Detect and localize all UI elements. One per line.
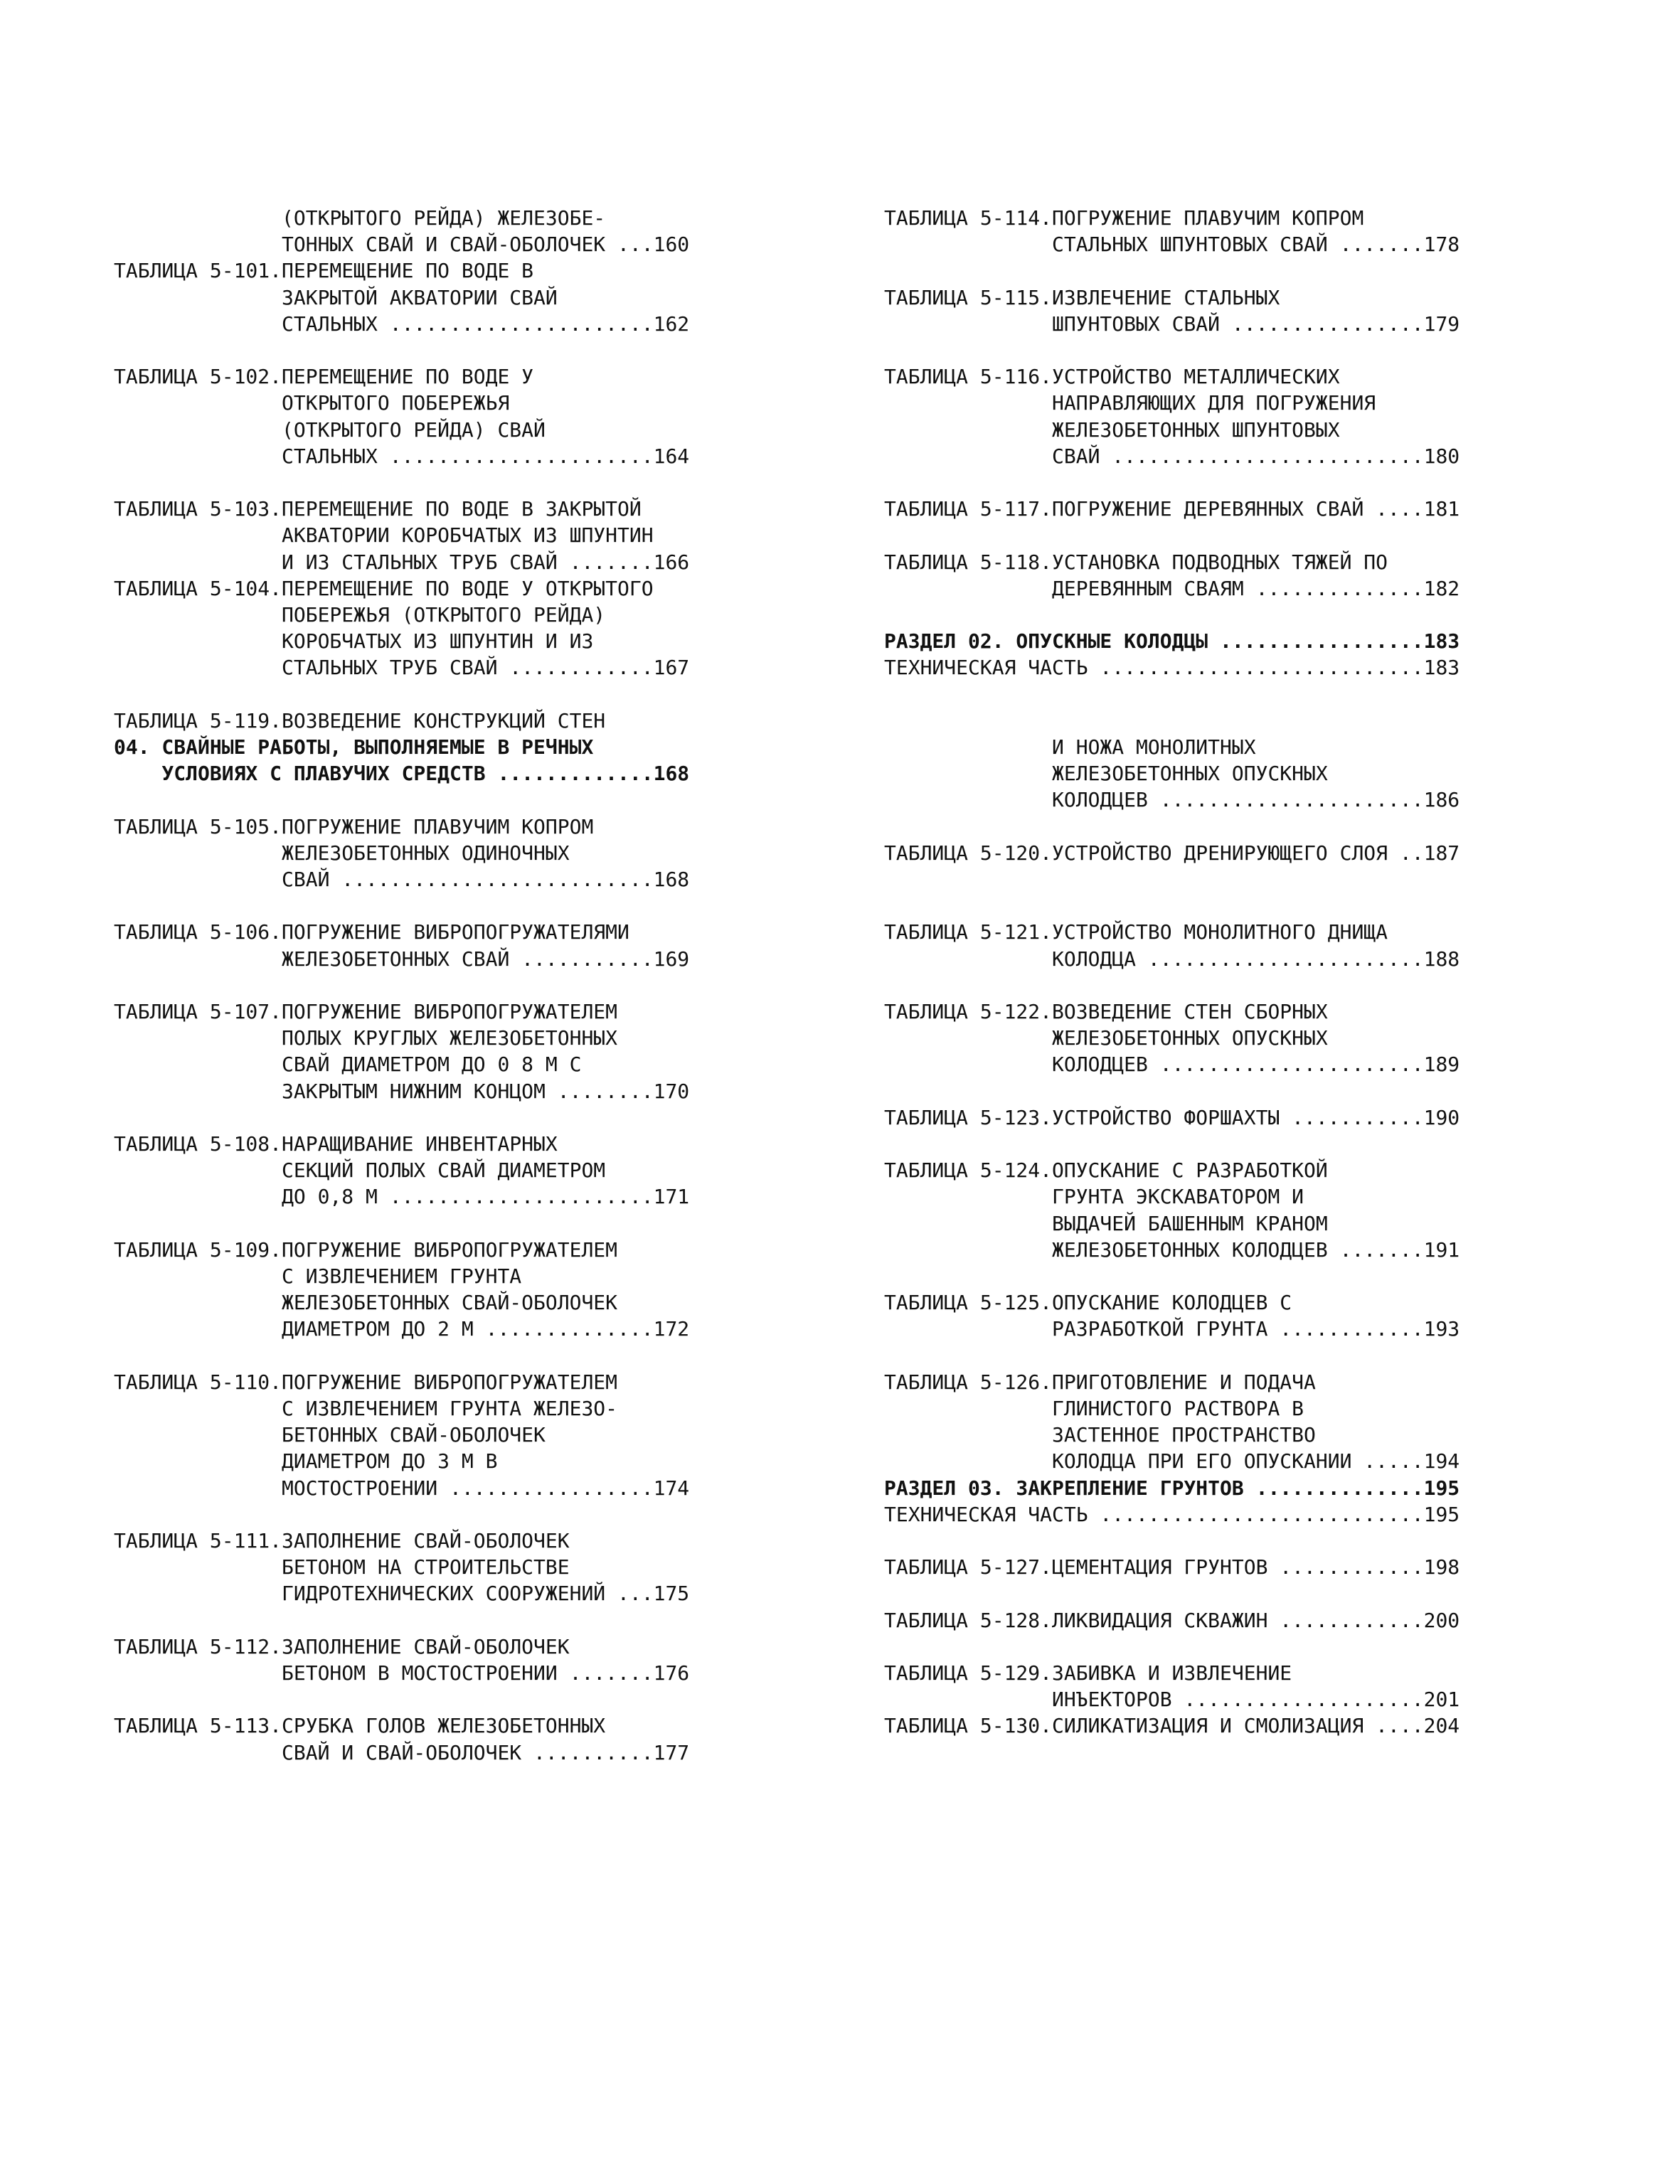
toc-continuation-line: ШПУНТОВЫХ СВАЙ ................179 xyxy=(884,311,1460,336)
toc-entry-line: ТАБЛИЦА 5-123.УСТРОЙСТВО ФОРШАХТЫ ...........190 xyxy=(884,1105,1460,1129)
toc-continuation-line: ГИДРОТЕХНИЧЕСКИХ СООРУЖЕНИЙ ...175 xyxy=(114,1582,690,1606)
toc-entry-line: ТАБЛИЦА 5-118.УСТАНОВКА ПОДВОДНЫХ ТЯЖЕЙ ПО xyxy=(884,550,1388,574)
toc-continuation-line: КОЛОДЦЕВ ......................189 xyxy=(884,1053,1460,1077)
toc-continuation-line: СВАЙ ДИАМЕТРОМ ДО 0 8 М С xyxy=(114,1053,582,1077)
toc-continuation-line: ЖЕЛЕЗОБЕТОННЫХ СВАЙ ...........169 xyxy=(114,947,690,971)
toc-continuation-line: БЕТОНОМ В МОСТОСТРОЕНИИ .......176 xyxy=(114,1661,690,1685)
toc-entry-line: ТАБЛИЦА 5-124.ОПУСКАНИЕ С РАЗРАБОТКОЙ xyxy=(884,1158,1328,1183)
toc-entry-line: ТАБЛИЦА 5-130.СИЛИКАТИЗАЦИЯ И СМОЛИЗАЦИЯ ....204 xyxy=(884,1714,1460,1738)
toc-entry-line: ТАБЛИЦА 5-114.ПОГРУЖЕНИЕ ПЛАВУЧИМ КОПРОМ xyxy=(884,206,1364,230)
toc-entry-line: ТАБЛИЦА 5-105.ПОГРУЖЕНИЕ ПЛАВУЧИМ КОПРОМ xyxy=(114,814,594,838)
toc-continuation-line: ЖЕЛЕЗОБЕТОННЫХ КОЛОДЦЕВ .......191 xyxy=(884,1237,1460,1262)
toc-continuation-line: КОЛОДЦА ПРИ ЕГО ОПУСКАНИИ .....194 xyxy=(884,1449,1460,1474)
toc-continuation-line: ЖЕЛЕЗОБЕТОННЫХ СВАЙ-ОБОЛОЧЕК xyxy=(114,1291,618,1315)
toc-entry-line: ТАБЛИЦА 5-122.ВОЗВЕДЕНИЕ СТЕН СБОРНЫХ xyxy=(884,1000,1328,1023)
toc-entry-line: ТАБЛИЦА 5-113.СРУБКА ГОЛОВ ЖЕЛЕЗОБЕТОННЫХ xyxy=(114,1714,606,1738)
toc-entry-line: ТАБЛИЦА 5-111.ЗАПОЛНЕНИЕ СВАЙ-ОБОЛОЧЕК xyxy=(114,1529,570,1552)
toc-continuation-line: ГРУНТА ЭКСКАВАТОРОМ И xyxy=(884,1185,1304,1209)
toc-continuation-line: ТЕХНИЧЕСКАЯ ЧАСТЬ ...........................195 xyxy=(884,1502,1460,1526)
toc-continuation-line: БЕТОНОМ НА СТРОИТЕЛЬСТВЕ xyxy=(114,1555,570,1580)
toc-continuation-line: ЖЕЛЕЗОБЕТОННЫХ ШПУНТОВЫХ xyxy=(884,417,1340,442)
toc-continuation-line: ДЕРЕВЯННЫМ СВАЯМ ..............182 xyxy=(884,576,1460,600)
toc-section-heading: РАЗДЕЛ 03. ЗАКРЕПЛЕНИЕ ГРУНТОВ ..............195 xyxy=(884,1476,1460,1500)
toc-continuation-line: ДО 0,8 М ......................171 xyxy=(114,1185,690,1209)
toc-entry-line: ТАБЛИЦА 5-128.ЛИКВИДАЦИЯ СКВАЖИН ............200 xyxy=(884,1608,1460,1632)
toc-entry-line: ТАБЛИЦА 5-108.НАРАЩИВАНИЕ ИНВЕНТАРНЫХ xyxy=(114,1132,558,1156)
toc-entry-line: ТАБЛИЦА 5-103.ПЕРЕМЕЩЕНИЕ ПО ВОДЕ В ЗАКРЫТОЙ xyxy=(114,497,642,521)
toc-continuation-line: (ОТКРЫТОГО РЕЙДА) СВАЙ xyxy=(114,417,546,442)
toc-continuation-line: РАЗРАБОТКОЙ ГРУНТА ............193 xyxy=(884,1317,1460,1341)
toc-entry-line: ТАБЛИЦА 5-102.ПЕРЕМЕЩЕНИЕ ПО ВОДЕ У xyxy=(114,365,534,389)
toc-continuation-line: ТЕХНИЧЕСКАЯ ЧАСТЬ ...........................183 xyxy=(884,656,1460,680)
toc-continuation-line: СТАЛЬНЫХ ......................162 xyxy=(114,311,690,336)
toc-continuation-line: ЖЕЛЕЗОБЕТОННЫХ ОДИНОЧНЫХ xyxy=(114,841,570,865)
toc-continuation-line: СТАЛЬНЫХ ТРУБ СВАЙ ............167 xyxy=(114,656,690,680)
toc-continuation-line: КОЛОДЦА .......................188 xyxy=(884,947,1460,971)
toc-section-heading: РАЗДЕЛ 02. ОПУСКНЫЕ КОЛОДЦЫ .................183 xyxy=(884,629,1460,654)
toc-entry-line: ТАБЛИЦА 5-120.УСТРОЙСТВО ДРЕНИРУЮЩЕГО СЛОЯ ..187 xyxy=(884,841,1460,865)
toc-entry-line: ТАБЛИЦА 5-117.ПОГРУЖЕНИЕ ДЕРЕВЯННЫХ СВАЙ ....181 xyxy=(884,497,1460,521)
toc-continuation-line: ДИАМЕТРОМ ДО 2 М ..............172 xyxy=(114,1317,690,1341)
toc-continuation-line: СВАЙ И СВАЙ-ОБОЛОЧЕК ..........177 xyxy=(114,1740,690,1764)
toc-continuation-line: СЕКЦИЙ ПОЛЫХ СВАЙ ДИАМЕТРОМ xyxy=(114,1158,606,1183)
toc-continuation-line: ПОБЕРЕЖЬЯ (ОТКРЫТОГО РЕЙДА) xyxy=(114,603,606,627)
toc-section-heading: УСЛОВИЯХ С ПЛАВУЧИХ СРЕДСТВ .............168 xyxy=(114,762,690,786)
toc-entry-line: ТАБЛИЦА 5-129.ЗАБИВКА И ИЗВЛЕЧЕНИЕ xyxy=(884,1661,1292,1685)
toc-entry-line: ТАБЛИЦА 5-126.ПРИГОТОВЛЕНИЕ И ПОДАЧА xyxy=(884,1370,1316,1394)
toc-continuation-line: ПОЛЫХ КРУГЛЫХ ЖЕЛЕЗОБЕТОННЫХ xyxy=(114,1026,618,1050)
toc-continuation-line: СВАЙ ..........................168 xyxy=(114,868,690,891)
toc-continuation-line: СТАЛЬНЫХ ШПУНТОВЫХ СВАЙ .......178 xyxy=(884,233,1460,257)
toc-entry-line: ТАБЛИЦА 5-125.ОПУСКАНИЕ КОЛОДЦЕВ С xyxy=(884,1291,1292,1315)
toc-continuation-line: ГЛИНИСТОГО РАСТВОРА В xyxy=(884,1397,1304,1420)
toc-continuation-line: С ИЗВЛЕЧЕНИЕМ ГРУНТА xyxy=(114,1264,522,1288)
toc-continuation-line: ЖЕЛЕЗОБЕТОННЫХ ОПУСКНЫХ xyxy=(884,762,1328,786)
toc-continuation-line: ДИАМЕТРОМ ДО 3 М В xyxy=(114,1449,498,1474)
toc-continuation-line: ЖЕЛЕЗОБЕТОННЫХ ОПУСКНЫХ xyxy=(884,1026,1328,1050)
toc-entry-line: ТАБЛИЦА 5-121.УСТРОЙСТВО МОНОЛИТНОГО ДНИЩА xyxy=(884,920,1388,944)
toc-continuation-line: МОСТОСТРОЕНИИ .................174 xyxy=(114,1476,690,1500)
toc-continuation-line: СВАЙ ..........................180 xyxy=(884,444,1460,468)
toc-continuation-line: БЕТОННЫХ СВАЙ-ОБОЛОЧЕК xyxy=(114,1423,546,1447)
toc-continuation-line: КОРОБЧАТЫХ ИЗ ШПУНТИН И ИЗ xyxy=(114,629,594,654)
toc-entry-line: ТАБЛИЦА 5-107.ПОГРУЖЕНИЕ ВИБРОПОГРУЖАТЕЛЕМ xyxy=(114,1000,618,1023)
toc-continuation-line: ЗАКРЫТЫМ НИЖНИМ КОНЦОМ ........170 xyxy=(114,1079,690,1103)
toc-continuation-line: ИНЪЕКТОРОВ ....................201 xyxy=(884,1688,1460,1712)
toc-entry-line: ТАБЛИЦА 5-119.ВОЗВЕДЕНИЕ КОНСТРУКЦИЙ СТЕН xyxy=(114,708,606,733)
toc-continuation-line: ТОННЫХ СВАЙ И СВАЙ-ОБОЛОЧЕК ...160 xyxy=(114,233,690,257)
toc-continuation-line: АКВАТОРИИ КОРОБЧАТЫХ ИЗ ШПУНТИН xyxy=(114,523,654,548)
toc-continuation-line: С ИЗВЛЕЧЕНИЕМ ГРУНТА ЖЕЛЕЗО- xyxy=(114,1397,618,1420)
toc-continuation-line: СТАЛЬНЫХ ......................164 xyxy=(114,444,690,468)
toc-continuation-line: И ИЗ СТАЛЬНЫХ ТРУБ СВАЙ .......166 xyxy=(114,550,690,574)
toc-entry-line: ТАБЛИЦА 5-115.ИЗВЛЕЧЕНИЕ СТАЛЬНЫХ xyxy=(884,285,1280,309)
toc-entry-line: ТАБЛИЦА 5-104.ПЕРЕМЕЩЕНИЕ ПО ВОДЕ У ОТКРЫТОГО xyxy=(114,576,654,600)
toc-entry-line: ТАБЛИЦА 5-110.ПОГРУЖЕНИЕ ВИБРОПОГРУЖАТЕЛЕМ xyxy=(114,1370,618,1394)
toc-entry-line: ТАБЛИЦА 5-101.ПЕРЕМЕЩЕНИЕ ПО ВОДЕ В xyxy=(114,259,534,283)
toc-continuation-line: ВЫДАЧЕЙ БАШЕННЫМ КРАНОМ xyxy=(884,1211,1328,1235)
toc-entry-line: ТАБЛИЦА 5-116.УСТРОЙСТВО МЕТАЛЛИЧЕСКИХ xyxy=(884,365,1340,389)
toc-entry-line: ТАБЛИЦА 5-109.ПОГРУЖЕНИЕ ВИБРОПОГРУЖАТЕЛЕМ xyxy=(114,1237,618,1262)
toc-continuation-line: ЗАКРЫТОЙ АКВАТОРИИ СВАЙ xyxy=(114,285,558,309)
toc-continuation-line: ЗАСТЕННОЕ ПРОСТРАНСТВО xyxy=(884,1423,1316,1447)
toc-section-heading: 04. СВАЙНЫЕ РАБОТЫ, ВЫПОЛНЯЕМЫЕ В РЕЧНЫХ xyxy=(114,735,594,759)
toc-continuation-line: И НОЖА МОНОЛИТНЫХ xyxy=(884,735,1256,759)
toc-entry-line: ТАБЛИЦА 5-106.ПОГРУЖЕНИЕ ВИБРОПОГРУЖАТЕЛЯМИ xyxy=(114,920,629,944)
toc-continuation-line: ОТКРЫТОГО ПОБЕРЕЖЬЯ xyxy=(114,391,510,415)
toc-continuation-line: НАПРАВЛЯЮЩИХ ДЛЯ ПОГРУЖЕНИЯ xyxy=(884,391,1376,415)
toc-entry-line: ТАБЛИЦА 5-127.ЦЕМЕНТАЦИЯ ГРУНТОВ ............198 xyxy=(884,1555,1460,1580)
toc-entry-line: ТАБЛИЦА 5-112.ЗАПОЛНЕНИЕ СВАЙ-ОБОЛОЧЕК xyxy=(114,1634,570,1658)
toc-continuation-line: (ОТКРЫТОГО РЕЙДА) ЖЕЛЕЗОБЕ- xyxy=(114,206,606,230)
toc-continuation-line: КОЛОДЦЕВ ......................186 xyxy=(884,788,1460,812)
